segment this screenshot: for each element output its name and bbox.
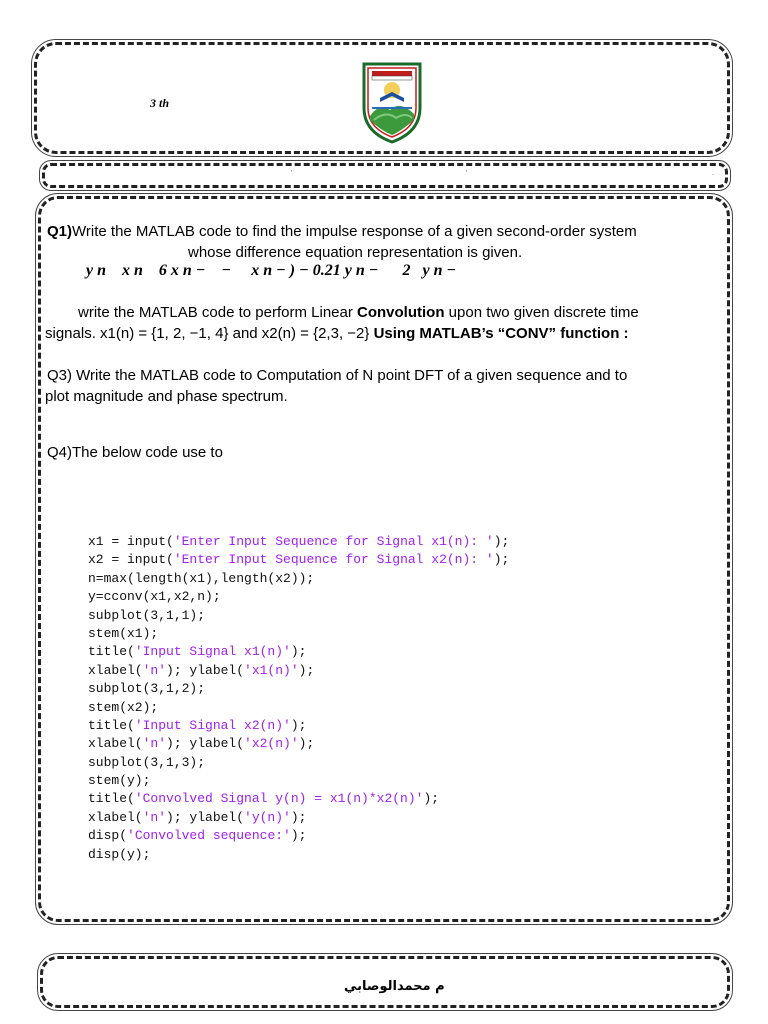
code-line	[88, 827, 509, 845]
code-line	[88, 754, 509, 772]
code-token: stem(x1);	[88, 625, 159, 641]
code-line	[88, 570, 509, 588]
question-1-text: Write the MATLAB code to find the impulse response of a given second-order system	[72, 223, 637, 240]
question-2-line2	[45, 323, 629, 344]
question-2-signals: signals. x1(n) = {1, 2, −1, 4} and x2(n) = {2,3, −2}	[45, 325, 374, 342]
code-string: 'Convolved sequence:'	[127, 828, 291, 844]
code-string: 'x1(n)'	[244, 662, 299, 678]
code-line	[88, 735, 509, 753]
separator-mark: .	[712, 170, 714, 177]
separator-mark: '	[466, 170, 468, 177]
code-token: xlabel(	[88, 736, 143, 752]
code-line	[88, 680, 509, 698]
code-token: ylabel(	[189, 736, 245, 752]
code-string: 'y(n)'	[244, 809, 291, 825]
question-2-text: upon two given discrete time	[444, 304, 639, 321]
code-token: subplot(3,1,3);	[88, 754, 206, 770]
code-string: 'Convolved Signal y(n) = x1(n)*x2(n)'	[134, 791, 424, 807]
code-token: subplot(3,1,2);	[88, 681, 206, 697]
code-token: xlabel(	[88, 809, 143, 825]
question-3-line2: plot magnitude and phase spectrum.	[45, 388, 288, 405]
code-token: );	[298, 736, 315, 752]
code-token: );	[166, 662, 190, 678]
code-token: title(	[88, 644, 135, 660]
code-line	[88, 772, 509, 790]
code-string: 'x2(n)'	[244, 736, 299, 752]
code-token: title(	[88, 791, 135, 807]
code-line	[88, 662, 509, 680]
code-token: );	[290, 717, 307, 733]
question-1-text-line2: whose difference equation representation is given.	[188, 244, 523, 261]
code-token: ylabel(	[189, 662, 245, 678]
code-token: ylabel(	[189, 809, 245, 825]
code-token: xlabel(	[88, 662, 143, 678]
code-string: 'Input Signal x2(n)'	[134, 717, 291, 733]
difference-equation: y n x n 6 x n − − x n − ) − 0.21 y n − 2 y n −	[86, 262, 457, 279]
question-2-line1	[78, 302, 639, 323]
code-token: disp(y);	[88, 846, 151, 862]
separator-frame	[42, 163, 728, 188]
code-token: subplot(3,1,1);	[88, 607, 206, 623]
code-token: );	[493, 534, 510, 549]
code-token: );	[290, 809, 307, 825]
code-token: title(	[88, 717, 135, 733]
code-string: 'n'	[142, 736, 167, 752]
code-string: 'n'	[142, 809, 167, 825]
question-1-label: Q1)	[47, 223, 73, 240]
code-line	[88, 625, 509, 643]
grade-label: 3 th	[150, 96, 170, 110]
code-line	[88, 846, 509, 864]
university-logo-icon	[360, 58, 424, 144]
code-token: );	[493, 552, 510, 568]
code-line	[88, 551, 509, 569]
question-1	[47, 221, 707, 242]
code-token: stem(x2);	[88, 699, 159, 715]
code-token: y=cconv(x1,x2,n);	[88, 589, 221, 605]
code-token: );	[290, 828, 307, 844]
code-line	[88, 533, 509, 551]
code-token: );	[290, 644, 307, 660]
question-2-instruction: Using MATLAB’s “CONV” function :	[373, 325, 629, 342]
matlab-code-block	[88, 533, 509, 864]
code-token: n=max(length(x1),length(x2));	[88, 570, 315, 586]
code-line	[88, 643, 509, 661]
code-token: x1 = input(	[88, 534, 174, 549]
code-line	[88, 717, 509, 735]
code-token: stem(y);	[88, 773, 151, 789]
code-line	[88, 607, 509, 625]
author-signature: م محمدالوصابي	[344, 979, 445, 994]
code-token: );	[166, 736, 190, 752]
code-line	[88, 699, 509, 717]
question-2-text: write the MATLAB code to perform Linear	[78, 304, 358, 321]
question-4: Q4)The below code use to	[47, 444, 223, 461]
question-3-line1: Q3) Write the MATLAB code to Computation of N point DFT of a given sequence and to	[47, 367, 628, 384]
code-token: disp(	[88, 828, 128, 844]
code-token: );	[166, 809, 190, 825]
code-token: x2 = input(	[88, 552, 174, 568]
code-token: );	[298, 662, 315, 678]
code-line	[88, 809, 509, 827]
separator-mark: '	[291, 170, 293, 177]
code-string: 'Input Signal x1(n)'	[134, 644, 291, 660]
code-line	[88, 588, 509, 606]
code-token: );	[423, 791, 440, 807]
code-line	[88, 790, 509, 808]
code-string: 'n'	[142, 662, 167, 678]
code-string: 'Enter Input Sequence for Signal x2(n): '	[173, 552, 494, 568]
code-string: 'Enter Input Sequence for Signal x1(n): '	[173, 534, 494, 549]
question-2-keyword: Convolution	[357, 304, 445, 321]
